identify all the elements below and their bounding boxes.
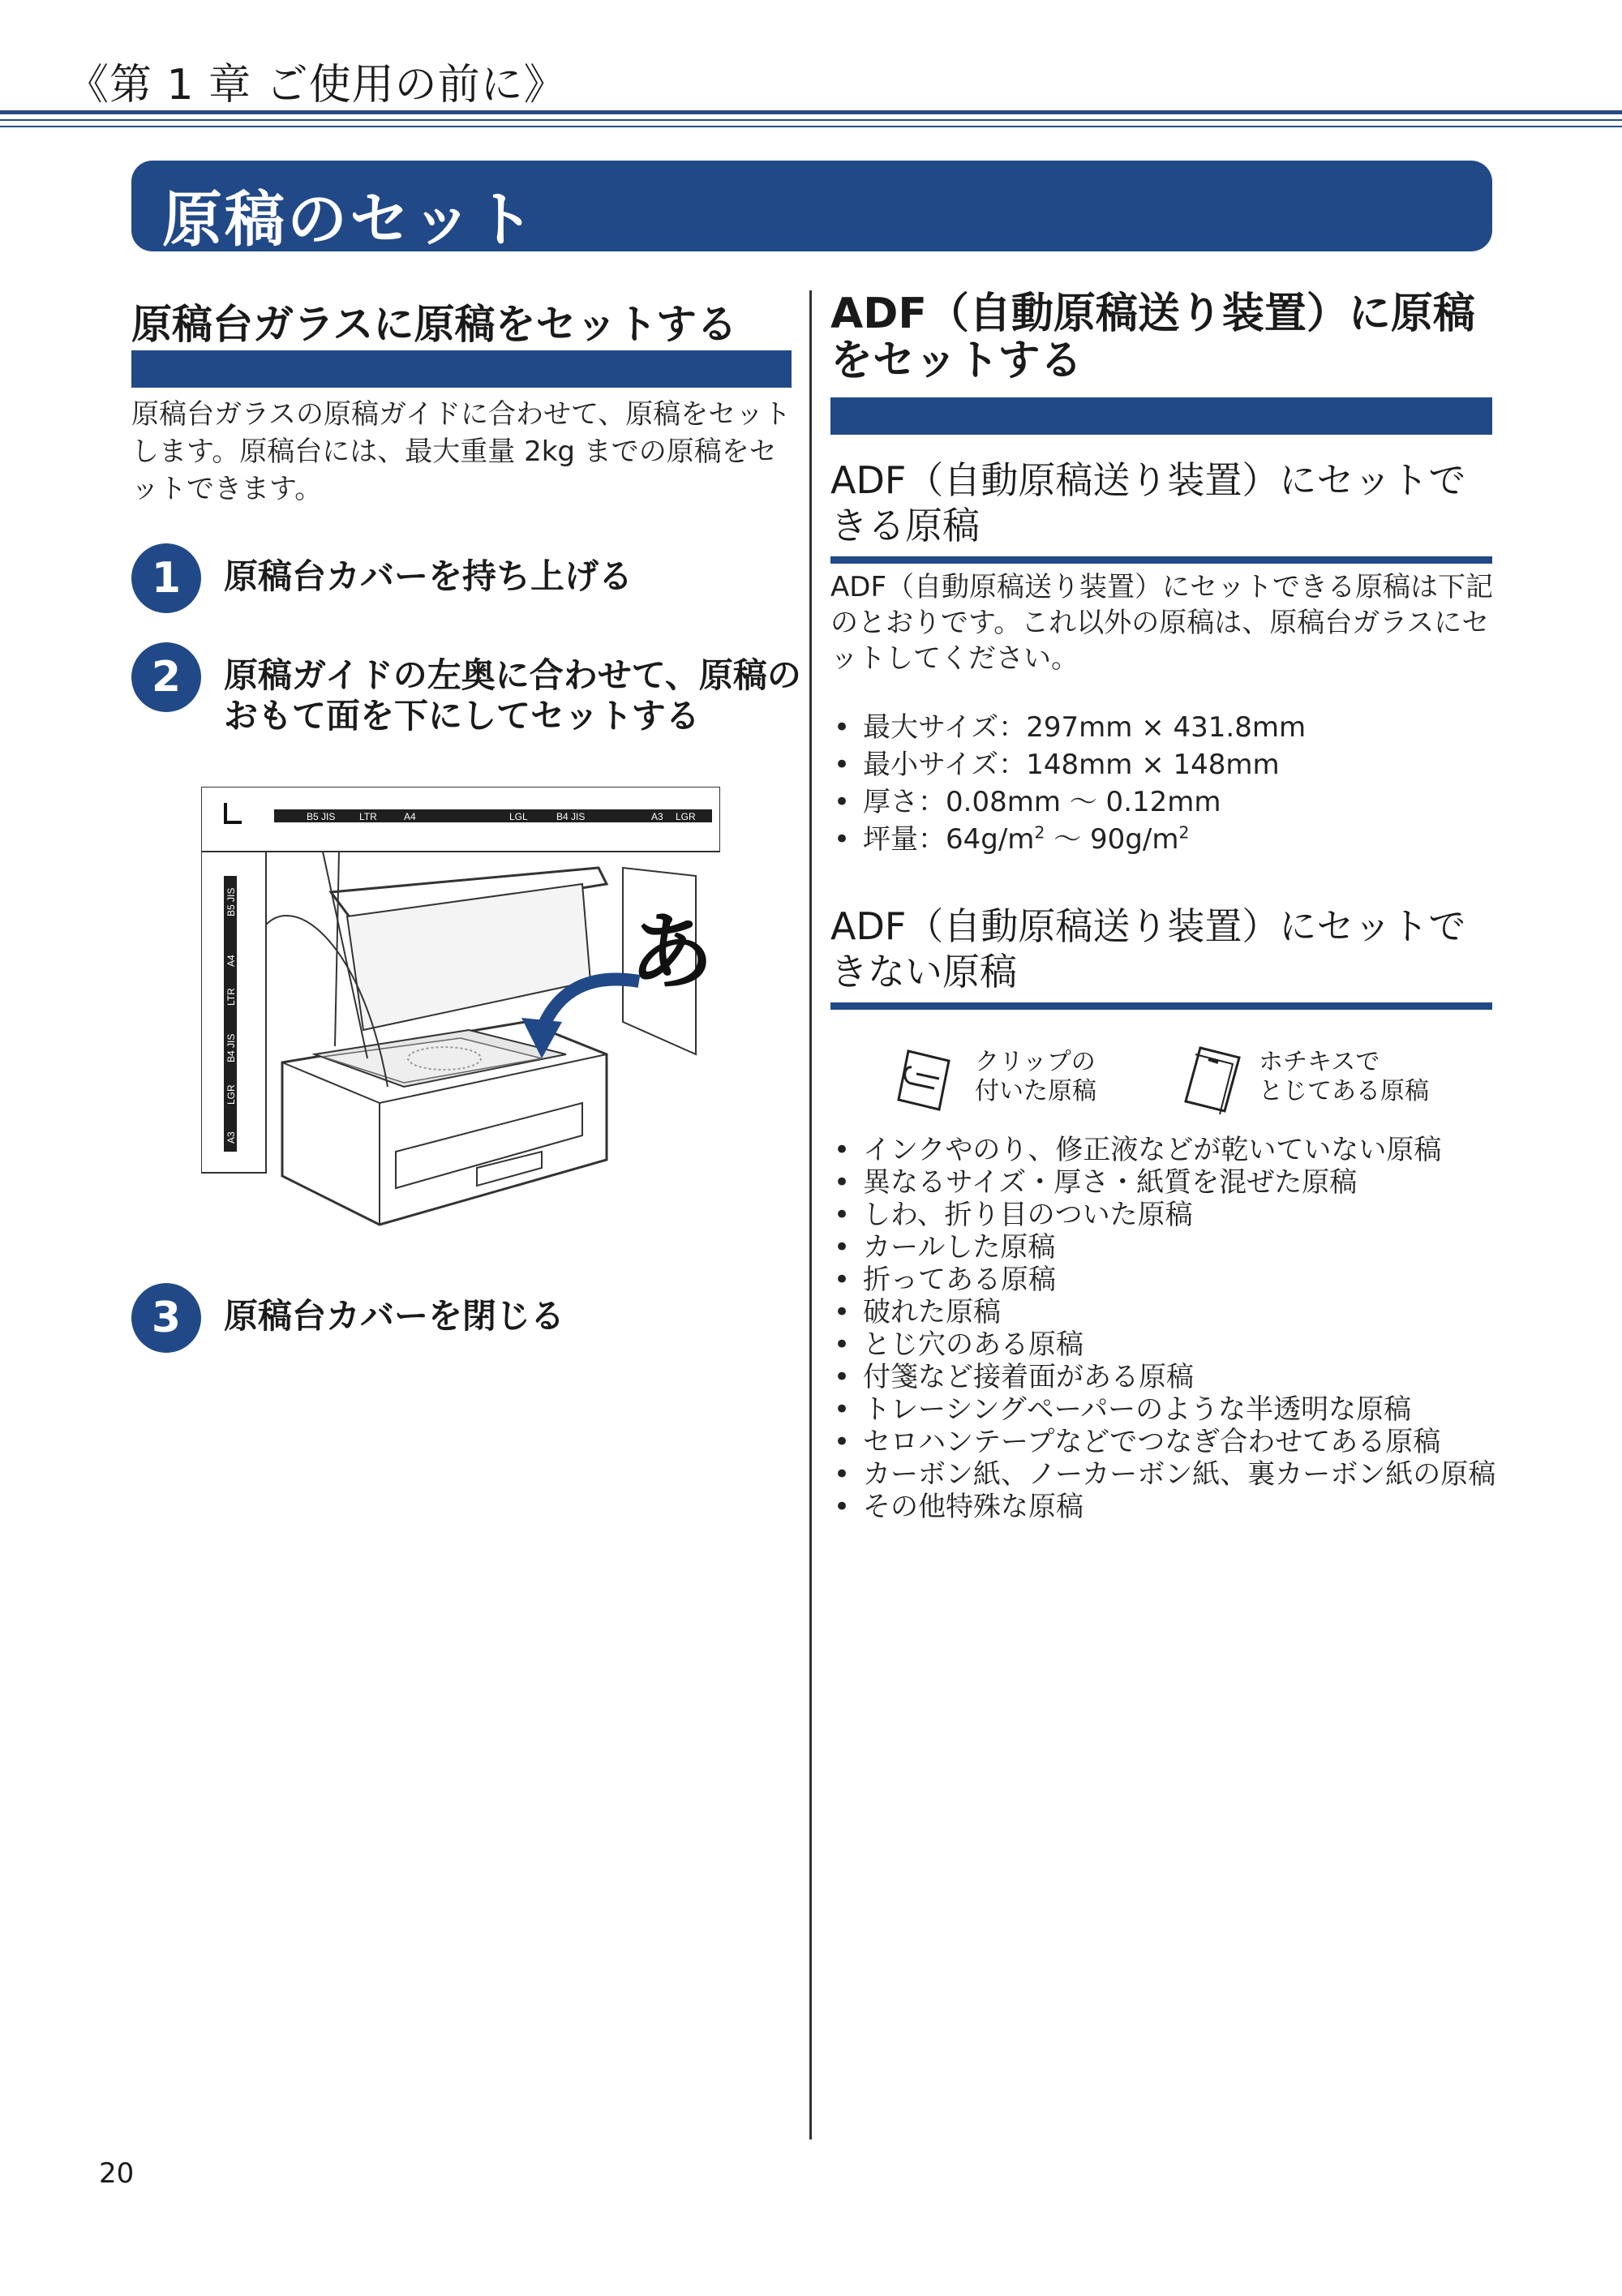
spec-item: • 坪量：$64g/m^2$ 〜 $90g/m^2$ — [830, 821, 1504, 858]
step-text: 原稿台カバーを閉じる — [224, 1296, 565, 1336]
page-number: 20 — [99, 2157, 135, 2190]
list-item: • カールした原稿 — [830, 1231, 1504, 1264]
spec-item: • 最大サイズ：297mm × 431.8mm — [830, 709, 1504, 746]
glass-paragraph: 原稿台ガラスの原稿ガイドに合わせて、原稿をセットします。原稿台には、最大重量 2kg までの原稿をセットできます。 — [131, 398, 792, 505]
icon-label: ホチキスで — [1259, 1048, 1380, 1076]
subhead-rule — [830, 1002, 1492, 1010]
scale-mark: LGR — [676, 811, 696, 822]
header-rule — [0, 126, 1622, 127]
supported-paragraph: ADF（自動原稿送り装置）にセットできる原稿は下記のとおりです。これ以外の原稿は、原稿台ガラスにセットしてください。 — [830, 571, 1493, 675]
supported-heading: ADF（自動原稿送り装置）にセットできる原稿 — [830, 458, 1466, 547]
spec-item: • 最小サイズ：148mm × 148mm — [830, 746, 1504, 783]
scale-mark: LTR — [359, 811, 377, 822]
scale-mark: A3 — [651, 811, 663, 822]
scale-mark: A4 — [404, 811, 416, 822]
scale-mark: B4 JIS — [556, 811, 586, 822]
section-banner — [131, 161, 1492, 255]
list-item: • しわ、折り目のついた原稿 — [830, 1199, 1504, 1231]
step-text: 原稿ガイドの左奥に合わせて、原稿のおもて面を下にしてセットする — [224, 655, 801, 736]
list-item: • その他特殊な原稿 — [830, 1491, 1504, 1523]
list-item: • とじ穴のある原稿 — [830, 1328, 1504, 1361]
unsupported-list — [830, 1134, 1504, 1523]
list-item: • セロハンテープなどでつなぎ合わせてある原稿 — [830, 1426, 1504, 1458]
scale-mark: A4 — [225, 955, 237, 967]
heading-bar — [830, 397, 1492, 435]
scanner-illustration — [201, 787, 720, 1246]
header-rule — [0, 110, 1622, 114]
list-item: • インクやのり、修正液などが乾いていない原稿 — [830, 1134, 1504, 1166]
list-item: • トレーシングペーパーのような半透明な原稿 — [830, 1393, 1504, 1426]
list-item: • 折ってある原稿 — [830, 1264, 1504, 1296]
list-item: • 付箋など接着面がある原稿 — [830, 1361, 1504, 1393]
icon-label: 付いた原稿 — [975, 1077, 1096, 1105]
scale-mark: B5 JIS — [225, 887, 237, 916]
paper-clip-group — [892, 1043, 1096, 1119]
adf-heading: ADF（自動原稿送り装置）に原稿をセットする — [830, 290, 1475, 385]
step-number: 1 — [131, 543, 201, 613]
paper-clip-icon — [892, 1043, 965, 1116]
scale-mark: A3 — [225, 1131, 237, 1144]
scale-mark: LTR — [225, 988, 237, 1006]
scale-mark: B4 JIS — [225, 1033, 237, 1062]
scale-mark: B5 JIS — [307, 811, 336, 822]
section-title: 原稿のセット — [162, 185, 537, 255]
icon-label: クリップの — [975, 1048, 1096, 1076]
step-number: 3 — [131, 1283, 201, 1353]
scale-mark: LGL — [509, 811, 528, 822]
spec-list — [830, 709, 1504, 858]
scale-mark: LGR — [225, 1084, 237, 1105]
list-item: • カーボン紙、ノーカーボン紙、裏カーボン紙の原稿 — [830, 1458, 1504, 1491]
sample-character: あ — [629, 903, 714, 1002]
list-item: • 破れた原稿 — [830, 1296, 1504, 1328]
staple-icon — [1176, 1043, 1249, 1116]
step-number: 2 — [131, 642, 201, 712]
staple-group — [1176, 1043, 1429, 1119]
glass-heading: 原稿台ガラスに原稿をセットする — [131, 301, 737, 348]
icon-label: とじてある原稿 — [1259, 1077, 1429, 1105]
spec-item: • 厚さ：0.08mm 〜 0.12mm — [830, 783, 1504, 821]
unsupported-heading: ADF（自動原稿送り装置）にセットできない原稿 — [830, 904, 1466, 994]
heading-bar — [131, 350, 792, 388]
list-item: • 異なるサイズ・厚さ・紙質を混ぜた原稿 — [830, 1166, 1504, 1199]
header-rule — [0, 119, 1622, 121]
step-text: 原稿台カバーを持ち上げる — [224, 556, 633, 596]
chapter-header: 《第 1 章 ご使用の前に》 — [67, 61, 567, 109]
subhead-rule — [830, 556, 1492, 564]
column-divider — [809, 290, 812, 2139]
